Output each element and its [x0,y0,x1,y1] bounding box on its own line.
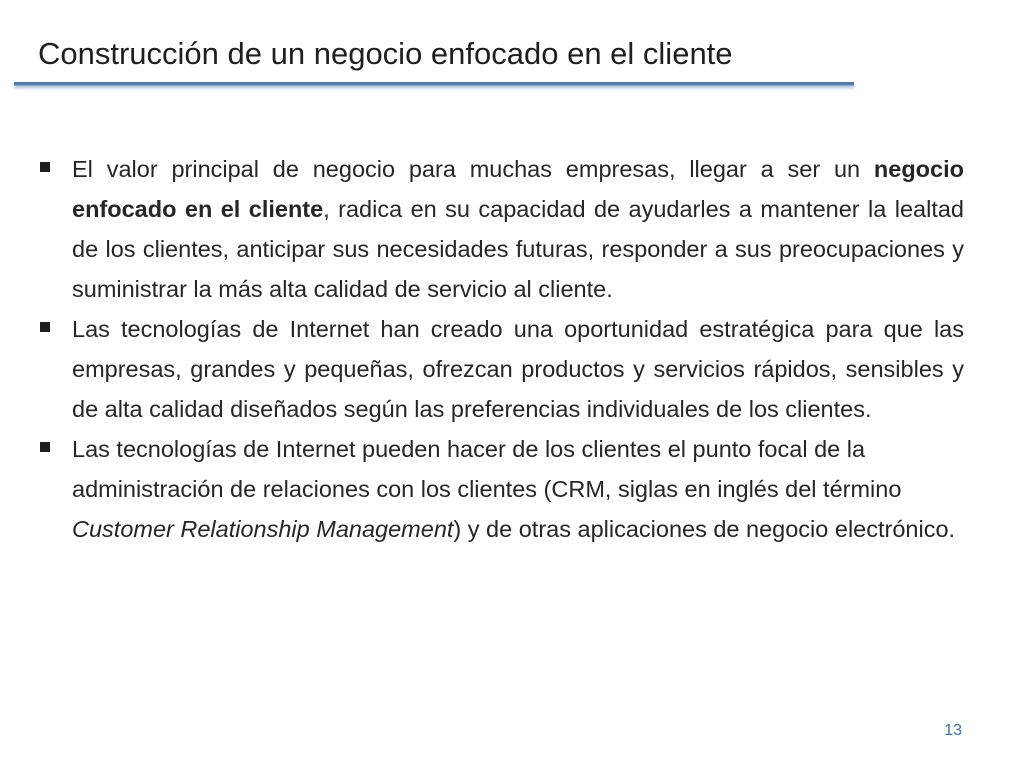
bullet-text-italic: Customer Relationship Management [72,516,454,542]
slide-title: Construcción de un negocio enfocado en el cliente [38,36,733,71]
square-bullet-icon [40,322,50,332]
page-number: 13 [944,722,962,739]
square-bullet-icon [40,162,50,172]
bullet-text-segment: Las tecnologías de Internet pueden hacer de los clientes el punto focal de la administración de relaciones con los clientes (CRM, siglas en inglés del término [72,436,902,502]
bullet-item [72,429,964,549]
bullet-list [72,149,964,549]
bullet-text-bold: negocio enfocado en el cliente [72,156,964,222]
bullet-item [72,149,964,309]
bullet-text-segment: El valor principal de negocio para muchas empresas, llegar a ser un [72,156,874,182]
title-underline [14,82,854,86]
bullet-text-segment: ) y de otras aplicaciones de negocio electrónico. [453,516,956,542]
bullet-text-segment: , radica en su capacidad de ayudarles a mantener la lealtad de los clientes, anticipar sus necesidades futuras, responder a sus preocupaciones y suministrar la más alta calidad de servicio al cliente. [72,196,965,302]
bullet-text-segment: Las tecnologías de Internet han creado una oportunidad estratégica para que las empresas, grandes y pequeñas, ofrezcan productos y servicios rápidos, sensibles y de alta calidad diseñados según las preferencias individuales de los clientes. [72,316,964,422]
bullet-item [72,309,964,429]
square-bullet-icon [40,442,50,452]
